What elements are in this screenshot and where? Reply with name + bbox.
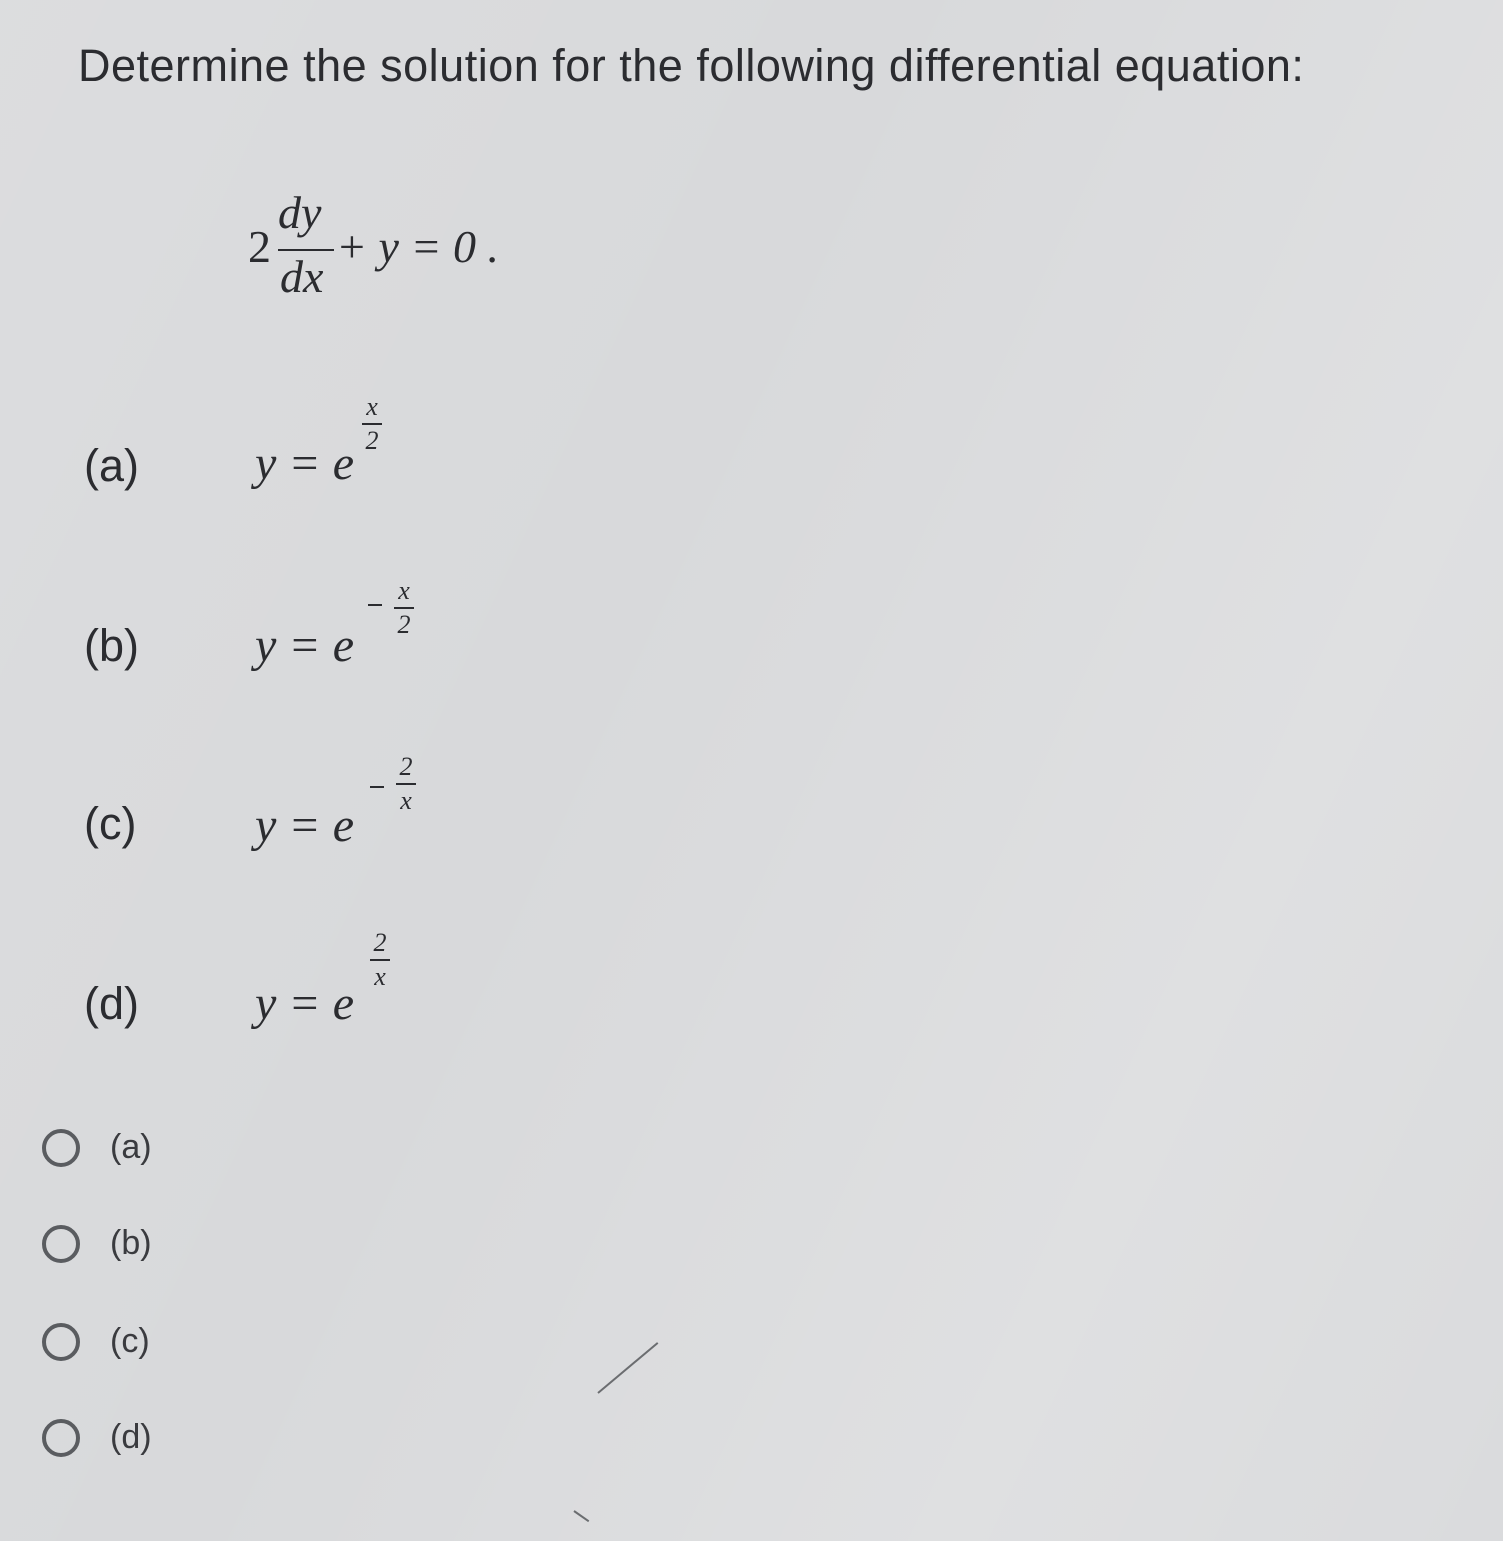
- choice-label-d[interactable]: (d): [110, 1418, 152, 1456]
- choice-a[interactable]: [42, 1128, 152, 1167]
- exponent-minus-sign: [370, 786, 384, 788]
- choice-b[interactable]: [42, 1224, 152, 1263]
- option-equation: y = e: [255, 799, 354, 852]
- choice-label-c[interactable]: (c): [110, 1322, 150, 1360]
- question-text: Determine the solution for the following differential equation:: [78, 40, 1305, 91]
- radio-button-c[interactable]: [42, 1323, 80, 1361]
- choice-label-b[interactable]: (b): [110, 1224, 152, 1262]
- equation-numerator: dy: [278, 187, 322, 238]
- option-equation: y = e: [255, 437, 354, 490]
- radio-button-d[interactable]: [42, 1419, 80, 1457]
- equation-coefficient: 2: [248, 221, 271, 272]
- option-exponent: x 2: [394, 576, 414, 640]
- option-label: (c): [84, 798, 137, 849]
- option-exponent: x 2: [362, 392, 382, 456]
- option-exponent: 2 x: [396, 752, 416, 816]
- option-label: (d): [84, 978, 139, 1029]
- option-exponent: 2 x: [370, 928, 390, 992]
- radio-button-b[interactable]: [42, 1225, 80, 1263]
- scratch-mark: [597, 1342, 658, 1394]
- option-label: (b): [84, 620, 139, 671]
- option-equation: y = e: [255, 619, 354, 672]
- scratch-mark: [573, 1510, 589, 1522]
- radio-button-a[interactable]: [42, 1129, 80, 1167]
- exponent-minus-sign: [368, 604, 382, 606]
- choice-c[interactable]: [42, 1322, 150, 1361]
- choice-d[interactable]: [42, 1418, 152, 1457]
- choice-label-a[interactable]: (a): [110, 1128, 152, 1166]
- equation-rest: + y = 0 .: [336, 221, 499, 272]
- equation-denominator: dx: [280, 251, 324, 302]
- differential-equation: [248, 187, 548, 312]
- option-label: (a): [84, 440, 139, 491]
- option-equation: y = e: [255, 977, 354, 1030]
